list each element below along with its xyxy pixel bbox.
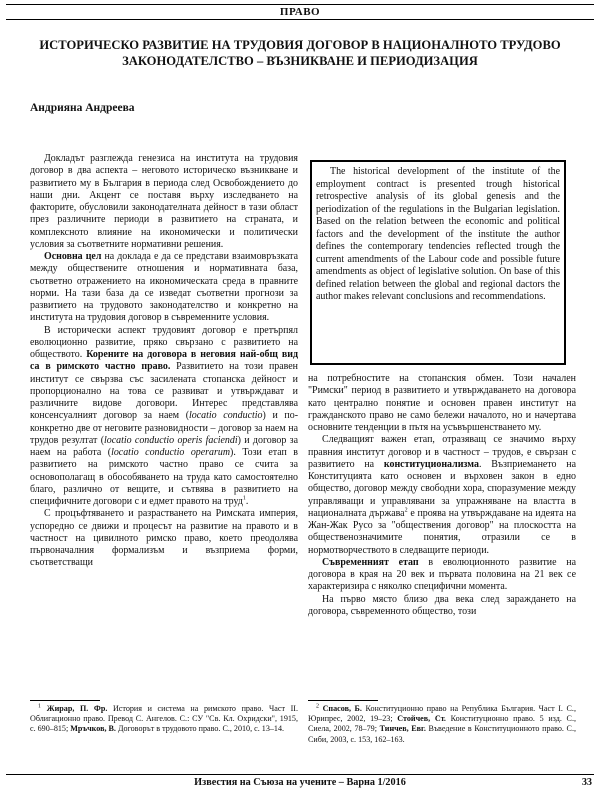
article-title	[30, 38, 570, 69]
continuation-paragraph: на потребностите на стопанския обмен. Този начален "Римски" период в развитието и утвърждаването на договора като централно понятие и основен правен институт на гражданското право не само бележи началото, но и начертава основните тенденции в пътя на усъвършенстването му.	[308, 373, 576, 433]
first-point-paragraph: На първо място близо два века след зараждането на договора, съвременното общество, този	[308, 593, 576, 617]
emphasis-span: конституционализма	[383, 458, 479, 470]
goal-paragraph	[30, 251, 298, 325]
title-line-2: ЗАКОНОДАТЕЛСТВО – ВЪЗНИКВАНЕ И ПЕРИОДИЗАЦИЯ	[122, 53, 478, 68]
latin-term: locatio conductio operarum	[111, 447, 231, 458]
footnote-marker: 1	[38, 703, 41, 710]
roman-law-paragraph	[30, 325, 298, 509]
abstract-text: The historical development of the institute of the employment contract is presented trough historical retrospective analysis of its global genesis and the periodization of the regulations in the Bulgarian legislation. Based on the relation between the economic and political factors and the development of the institute the author defines the contemporary tendencies reflected trough the current amendments of the Labour code and possible future amendments as object of legislative solution. On base of this defined relation between the global and regional dactors the author makes relevant conclusions and recommendations.	[316, 166, 560, 302]
section-label: ПРАВО	[279, 6, 321, 18]
text-span: ). Този етап в развитието на римското частно право се счита за основополагащ в обособяването на труда като самостоятелно благо, различно от вещите, и сътвява в развитието на специфичните договори с и едмет правото на труд	[30, 447, 298, 507]
left-column	[30, 153, 298, 570]
citation-text: Конституционно право. 5 изд. С., Сиела, 2002, 78–79;	[308, 714, 576, 734]
empire-paragraph: С процъфтяването и разрастването на Римската империя, успоредно се движи и процесът на развитие на правото и в частност на цивилното римско право, което преодолява първоначалния формализъм и възприема форми, съответстващи	[30, 508, 298, 569]
footnote-text	[308, 704, 576, 745]
goal-label: Основна цел	[44, 251, 102, 262]
section-header	[6, 4, 594, 20]
text-span: ) и по-конкретно две от неговите разновидности – договор за наем на трудов резултат (	[30, 410, 298, 446]
modern-stage-paragraph	[308, 557, 576, 594]
citation-text: Въведение в Конституционното право. С., Сиби, 2003, с. 153, 162–163.	[308, 724, 576, 744]
footnote-divider-left	[30, 700, 100, 701]
right-column	[308, 373, 576, 618]
citation-text: История и система на римското право. Част II. Облигационно право. Превод С. Ангелов. С.: СУ "Св. Кл. Охридски", 1915, с. 690–815;	[30, 704, 298, 734]
footnote-1	[30, 704, 298, 735]
title-line-1: ИСТОРИЧЕСКО РАЗВИТИЕ НА ТРУДОВИЯ ДОГОВОР В НАЦИОНАЛНОТО ТРУДОВО	[39, 38, 561, 52]
text-span: в еволюционното развитие на договора в края на 20 век и първата половина на 21 век се характеризира с няколко специфични момента.	[308, 556, 577, 593]
text-span: В исторически аспект трудовият договор е претърпял еволюционно развитие, пряко свързано с развитието на обществото.	[30, 324, 298, 360]
footer-rule	[6, 774, 594, 775]
citation-text: Договорът в трудовото право. С., 2010, с. 13–14.	[115, 724, 285, 734]
footnote-divider-right	[308, 700, 378, 701]
footnote-ref[interactable]: 1	[242, 495, 246, 502]
latin-term: locatio conductio	[189, 410, 263, 422]
latin-term: locatio conductio operis faciendi	[104, 434, 238, 446]
citation-text: Конституционно право на Република България. Част I. С., Юрипрес, 2002, 19–23;	[308, 704, 576, 724]
text-span: Развитието на този правен институт се свързва със засилената стопанска дейност и пропорционално на това се развиват и утвърждават и различните видове договори. Интерес представлява консенсуалният договор за наем (	[30, 361, 299, 422]
journal-name: Известия на Съюза на учените – Варна 1/2016	[194, 777, 406, 788]
cited-author: Мръчков, В.	[70, 724, 116, 734]
constitutionalism-paragraph	[308, 434, 576, 557]
abstract-box	[310, 160, 566, 365]
footnote-2	[308, 704, 576, 745]
cited-author: Тинчев, Евг.	[379, 724, 426, 734]
cited-author: Жирар, П. Фр.	[46, 704, 108, 713]
cited-author: Стойчев, Ст.	[397, 714, 446, 724]
cited-author: Спасов, Б.	[322, 704, 362, 713]
intro-paragraph: Докладът разглежда генезиса на института на трудовия договор в два аспекта – неговото историческо възникване и развитието му в България в периода след Освобождението до наши дни. Акцент се поставя върху изследването на факторите, обусловили законодателната дейност в тази област през различните периоди в развитието на страната, и комплексното влияние на икономически и политически условия за съответните нормативни решения.	[30, 153, 298, 250]
page-number: 33	[581, 777, 592, 788]
footnote-marker: 2	[316, 703, 319, 710]
text-span: Следващият важен етап, отразяващ се значимо върху правния институт договор и в частност – трудов, е свързан с развитието на	[308, 434, 576, 470]
goal-text: на доклада е да се представи взаимовръзката между обществените отношения и нормативната база, съответно отражението на икономическата среда в правните норми. На тази база да се изведат съответни прогнози за развитието на трудовото законодателство и конкретно на института на трудовия договор в съвременните условия.	[30, 251, 298, 324]
text-span: е проява на утвърждаване на идеята на Жан-Жак Русо за "обществения договор" на плоскостта на общественозначимите понятия, отразили се в нормотворчеството в следващите периоди.	[308, 507, 576, 556]
text-span: .	[245, 496, 249, 507]
footnote-text	[30, 704, 298, 735]
emphasis-span: Корените на договора в неговия най-общ вид са в римското частно право.	[30, 349, 299, 373]
text-span: ) и договор за наем на работа (	[30, 434, 298, 458]
author-name: Андрияна Андреева	[30, 102, 135, 114]
text-span: . Възприемането на Конституцията като основен и върховен закон в едно общество, договор между свободни хора, споразумение между управляващи и управлявани за упражняване на властта в националната държава	[308, 458, 577, 519]
footnote-ref[interactable]: 2	[404, 507, 408, 514]
emphasis-span: Съвременният етап	[322, 556, 419, 568]
